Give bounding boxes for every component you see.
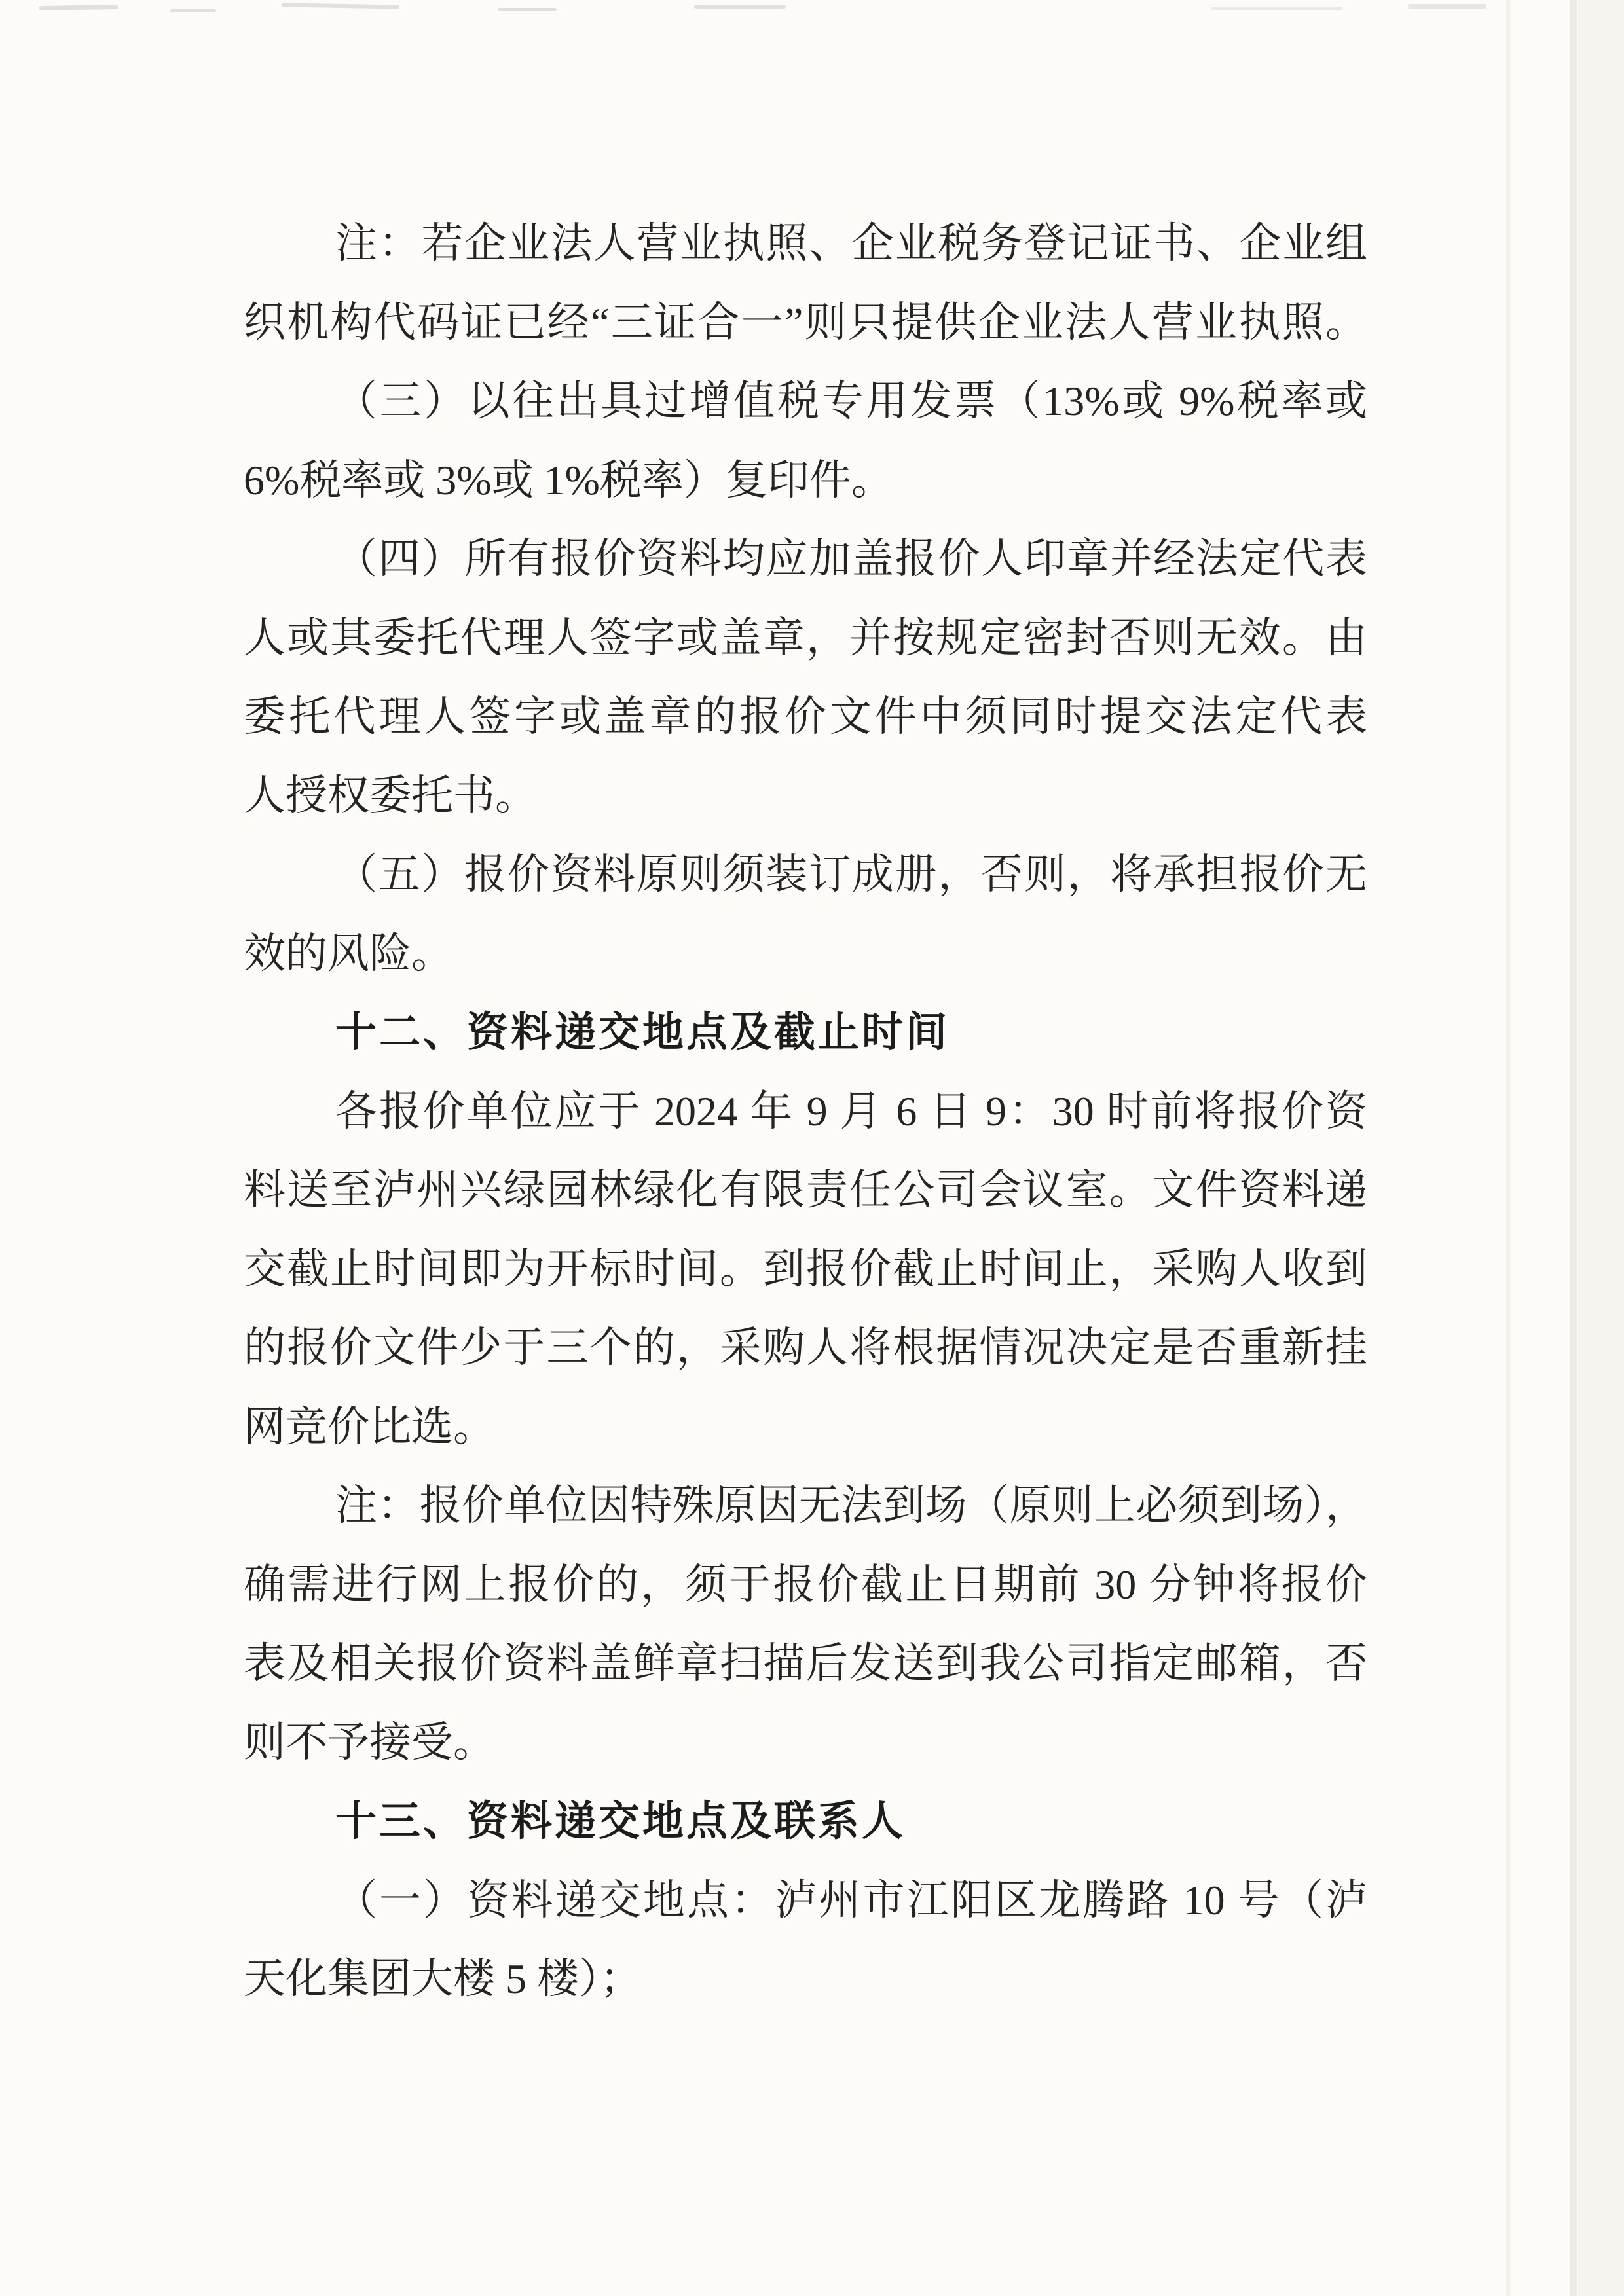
scan-edge-line: [1570, 0, 1577, 2296]
text-line: （五）报价资料原则须装订成册，否则，将承担报价无: [335, 851, 1367, 898]
text-line: 注：若企业法人营业执照、企业税务登记证书、企业组: [335, 220, 1367, 266]
scan-edge-line-faint: [1506, 0, 1510, 2296]
text-line: 交截止时间即为开标时间。到报价截止时间止，采购人收到: [244, 1245, 1367, 1292]
text-line: （一）资料递交地点：泸州市江阳区龙腾路 10 号（泸: [335, 1876, 1367, 1923]
text-line: 人授权委托书。: [244, 772, 537, 819]
section-heading: 十三、资料递交地点及联系人: [335, 1798, 906, 1844]
scan-noise-speck: [1408, 4, 1486, 9]
scan-noise-speck: [1211, 7, 1342, 10]
text-line: 织机构代码证已经“三证合一”则只提供企业法人营业执照。: [244, 299, 1367, 346]
text-block: [244, 204, 1367, 2019]
scan-noise-speck: [498, 8, 557, 11]
text-line: 注：报价单位因特殊原因无法到场（原则上必须到场），: [335, 1482, 1367, 1529]
text-line: （三）以往出具过增值税专用发票（13%或 9%税率或: [335, 378, 1367, 424]
section-heading: 十二、资料递交地点及截止时间: [335, 1010, 950, 1055]
text-line: 表及相关报价资料盖鲜章扫描后发送到我公司指定邮箱，否: [244, 1640, 1367, 1686]
text-line: 确需进行网上报价的，须于报价截止日期前 30 分钟将报价: [244, 1561, 1367, 1608]
scan-noise-speck: [39, 5, 118, 10]
scan-right-margin-shade: [1578, 0, 1624, 2296]
text-line: 各报价单位应于 2024 年 9 月 6 日 9：30 时前将报价资: [335, 1087, 1367, 1135]
text-line: 人或其委托代理人签字或盖章，并按规定密封否则无效。由: [244, 614, 1367, 661]
text-line: 料送至泸州兴绿园林绿化有限责任公司会议室。文件资料递: [244, 1167, 1367, 1213]
text-line: 6%税率或 3%或 1%税率）复印件。: [244, 456, 893, 503]
text-line: 委托代理人签字或盖章的报价文件中须同时提交法定代表: [244, 693, 1367, 740]
text-line: 网竞价比选。: [244, 1403, 495, 1450]
text-line: （四）所有报价资料均应加盖报价人印章并经法定代表: [335, 536, 1367, 582]
scan-noise-speck: [170, 9, 216, 12]
scan-noise-speck: [282, 3, 399, 9]
text-line: 则不予接受。: [244, 1719, 495, 1766]
text-line: 天化集团大楼 5 楼）；: [244, 1956, 642, 2002]
text-line: 效的风险。: [244, 930, 453, 977]
text-line: 的报价文件少于三个的，采购人将根据情况决定是否重新挂: [244, 1324, 1367, 1371]
scan-noise-speck: [694, 5, 786, 9]
